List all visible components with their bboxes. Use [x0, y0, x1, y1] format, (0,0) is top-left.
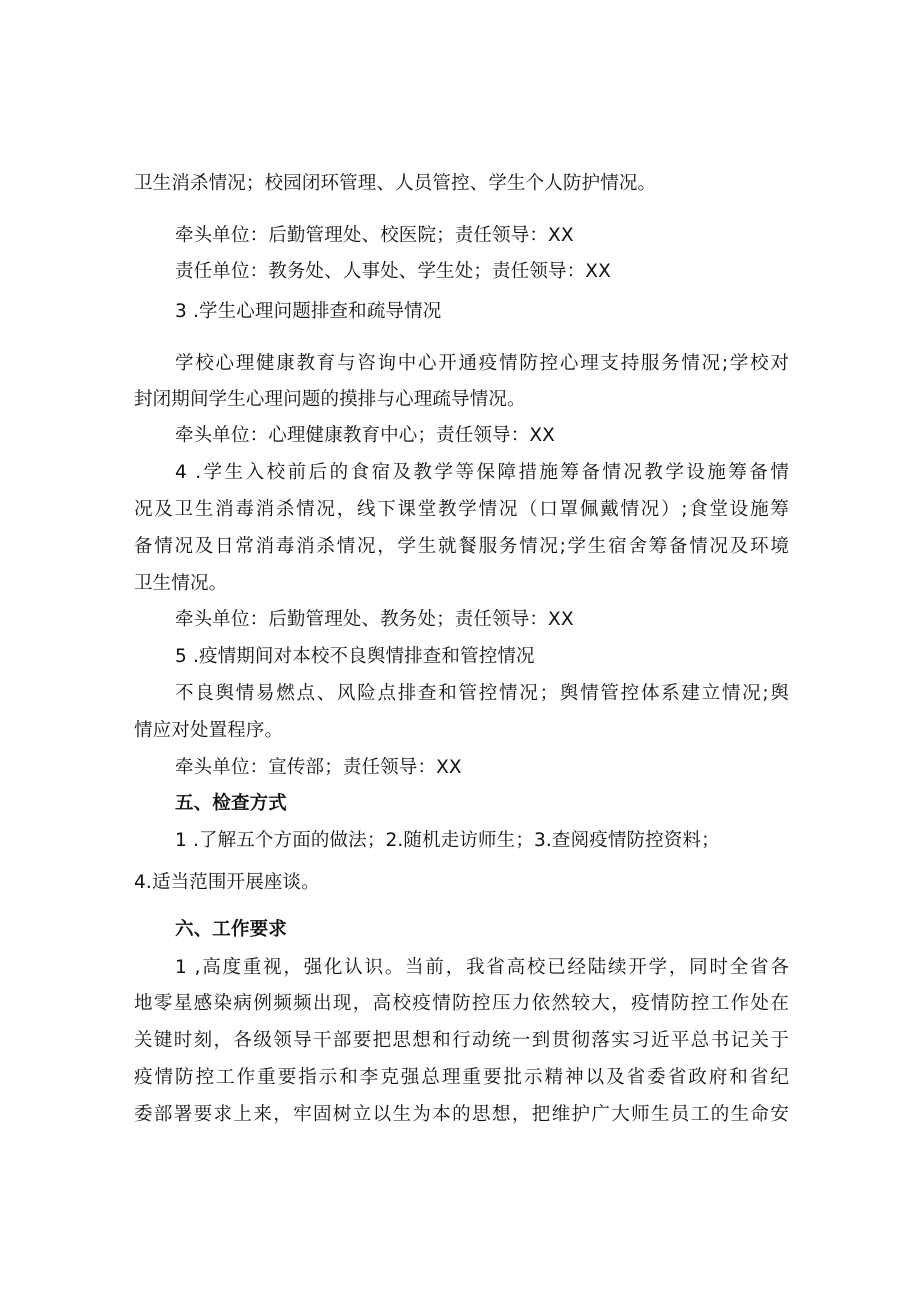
- section-heading-4: 4 .学生入校前后的食宿及教学等保障措施筹备情况教学设施筹备情: [175, 462, 789, 483]
- text-line: 委部署要求上来，牢固树立以生为本的思想，把维护广大师生员工的生命安: [134, 1104, 789, 1125]
- text-line: 责任单位：教务处、人事处、学生处；责任领导：XX: [175, 261, 611, 282]
- section-heading-5: 5 .疫情期间对本校不良舆情排查和管控情况: [175, 646, 535, 667]
- text-line: 卫生情况。: [134, 573, 228, 594]
- text-line: 卫生消杀情况；校园闭环管理、人员管控、学生个人防护情况。: [134, 173, 657, 194]
- section-title-work-requirements: 六、工作要求: [175, 919, 287, 940]
- text-line: 4.适当范围开展座谈。: [134, 872, 320, 893]
- text-line: 情应对处置程序。: [134, 720, 284, 741]
- text-line: 学校心理健康教育与咨询中心开通疫情防控心理支持服务情况;学校对: [175, 353, 789, 374]
- text-line: 封闭期间学生心理问题的摸排与心理疏导情况。: [134, 389, 526, 410]
- text-line: 备情况及日常消毒消杀情况，学生就餐服务情况;学生宿舍筹备情况及环境: [134, 536, 789, 557]
- text-line: 牵头单位：宣传部；责任领导：XX: [175, 757, 462, 778]
- text-line: 牵头单位：心理健康教育中心；责任领导：XX: [175, 425, 555, 446]
- section-heading-3: 3 .学生心理问题排查和疏导情况: [175, 301, 442, 322]
- text-line: 1 .了解五个方面的做法；2.随机走访师生；3.查阅疫情防控资料；: [175, 830, 720, 851]
- text-line: 关键时刻，各级领导干部要把思想和行动统一到贯彻落实习近平总书记关于: [134, 1030, 789, 1051]
- section-title-inspection-method: 五、检查方式: [175, 793, 287, 814]
- text-line: 地零星感染病例频频出现，高校疫情防控压力依然较大，疫情防控工作处在: [134, 993, 789, 1014]
- text-line: 牵头单位：后勤管理处、校医院；责任领导：XX: [175, 225, 574, 246]
- text-line: 不良舆情易燃点、风险点排查和管控情况；舆情管控体系建立情况;舆: [175, 683, 789, 704]
- text-line: 况及卫生消毒消杀情况，线下课堂教学情况（口罩佩戴情况）;食堂设施筹: [134, 499, 789, 520]
- text-line: 1 ,高度重视，强化认识。当前，我省高校已经陆续开学，同时全省各: [175, 957, 789, 978]
- text-line: 疫情防控工作重要指示和李克强总理重要批示精神以及省委省政府和省纪: [134, 1067, 789, 1088]
- text-line: 牵头单位：后勤管理处、教务处；责任领导：XX: [175, 609, 574, 630]
